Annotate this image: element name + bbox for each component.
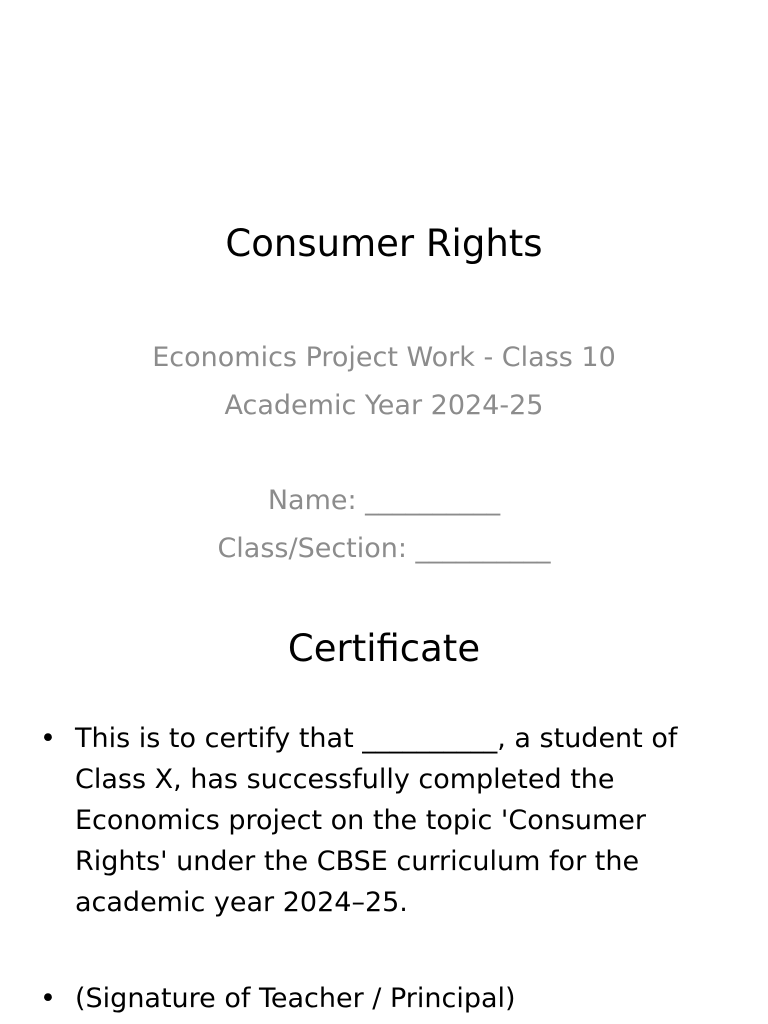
project-subtitle: Economics Project Work - Class 10	[152, 342, 616, 373]
bullet-icon: •	[40, 983, 56, 1014]
signature-line: (Signature of Teacher / Principal)	[75, 983, 516, 1014]
section-heading: Certificate	[287, 627, 481, 670]
list-item	[40, 718, 730, 923]
class-section-field: Class/Section: __________	[217, 532, 551, 564]
bullet-icon: •	[40, 723, 56, 754]
page-title: Consumer Rights	[225, 222, 543, 265]
academic-year: Academic Year 2024-25	[224, 389, 544, 421]
name-field: Name: __________	[267, 485, 501, 516]
list-item	[40, 978, 730, 1019]
subtitle-block	[0, 334, 768, 572]
spacer	[0, 429, 768, 477]
bullet-list	[40, 718, 730, 1019]
certificate-text: This is to certify that __________, a student of Class X, has successfully completed the Economics project on the topic 'Consumer Rights' under the CBSE curriculum for the academic year 2024–25.	[75, 723, 678, 918]
